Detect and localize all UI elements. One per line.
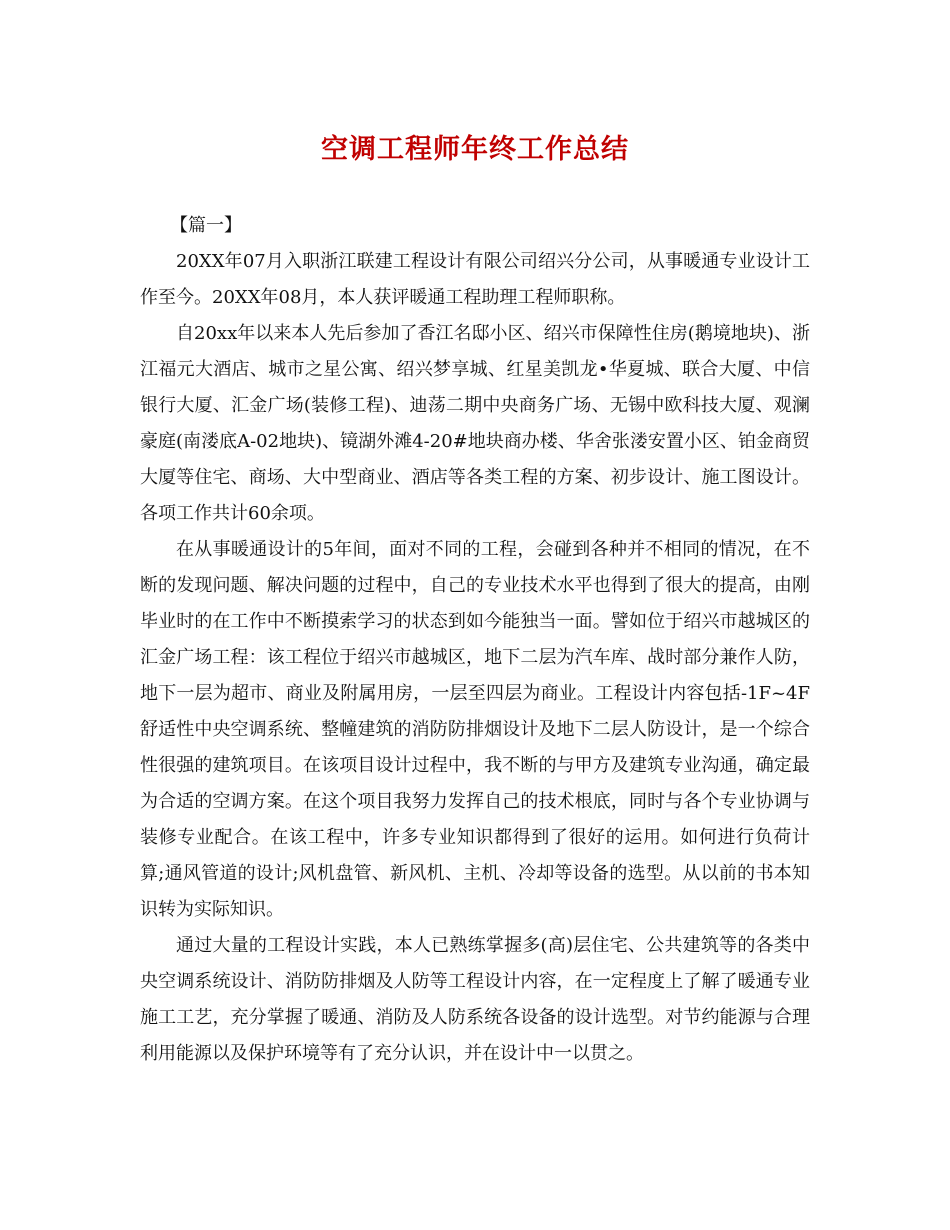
paragraph-4: 通过大量的工程设计实践，本人已熟练掌握多(高)层住宅、公共建筑等的各类中央空调系统设计、消防防排烟及人防等工程设计内容，在一定程度上了解了暖通专业施工工艺，充分掌握了暖通、消防及人防系统各设备的设计选型。对节约能源与合理利用能源以及保护环境等有了充分认识，并在设计中一以贯之。: [140, 935, 810, 1064]
section-label: 【篇一】: [170, 215, 242, 236]
paragraph-1: 20XX年07月入职浙江联建工程设计有限公司绍兴分公司，从事暖通专业设计工作至今。20XX年08月，本人获评暖通工程助理工程师职称。: [140, 251, 810, 308]
document-title: 空调工程师年终工作总结: [321, 134, 629, 165]
paragraph-3: 在从事暖通设计的5年间，面对不同的工程，会碰到各种并不相同的情况，在不断的发现问题、解决问题的过程中，自己的专业技术水平也得到了很大的提高，由刚毕业时的在工作中不断摸索学习的状态到如今能独当一面。譬如位于绍兴市越城区的汇金广场工程：该工程位于绍兴市越城区，地下二层为汽车库、战时部分兼作人防，地下一层为超市、商业及附属用房，一层至四层为商业。工程设计内容包括-1F~4F舒适性中央空调系统、整幢建筑的消防防排烟设计及地下二层人防设计，是一个综合性很强的建筑项目。在该项目设计过程中，我不断的与甲方及建筑专业沟通，确定最为合适的空调方案。在这个项目我努力发挥自己的技术根底，同时与各个专业协调与装修专业配合。在该工程中，许多专业知识都得到了很好的运用。如何进行负荷计算;通风管道的设计;风机盘管、新风机、主机、冷却等设备的选型。从以前的书本知识转为实际知识。: [140, 539, 810, 920]
paragraph-2: 自20xx年以来本人先后参加了香江名邸小区、绍兴市保障性住房(鹅境地块)、浙江福元大酒店、城市之星公寓、绍兴梦享城、红星美凯龙•华夏城、联合大厦、中信银行大厦、汇金广场(装修工程)、迪荡二期中央商务广场、无锡中欧科技大厦、观澜豪庭(南溇底A-02地块)、镜湖外滩4-20#地块商办楼、华舍张溇安置小区、铂金商贸大厦等住宅、商场、大中型商业、酒店等各类工程的方案、初步设计、施工图设计。各项工作共计60余项。: [140, 323, 810, 524]
